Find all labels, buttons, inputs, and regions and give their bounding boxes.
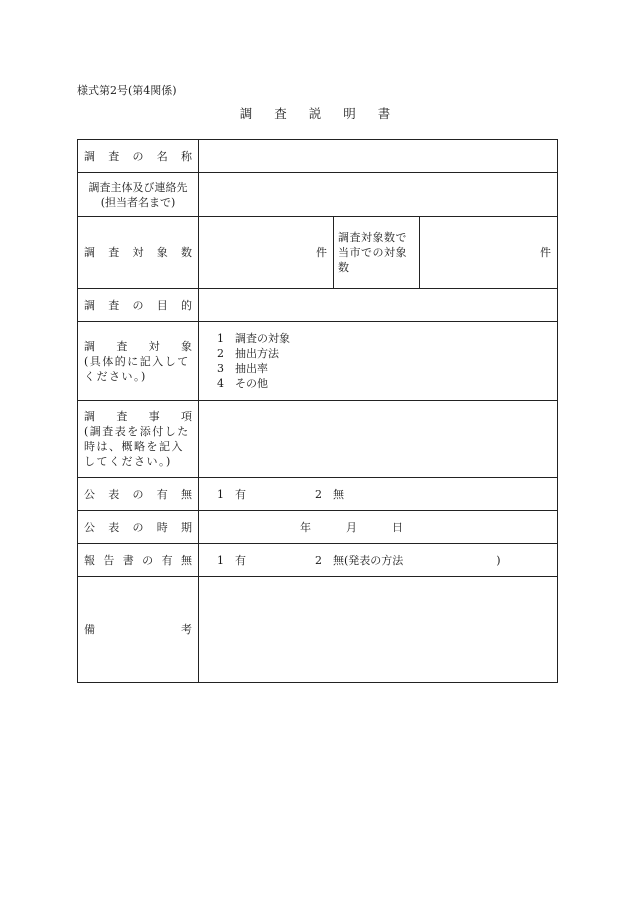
- row-purpose: [78, 289, 558, 322]
- report-option-yes[interactable]: 1 有: [217, 553, 246, 567]
- label-organizer: [78, 173, 199, 217]
- dist-label: [84, 409, 192, 424]
- label-char: 対: [148, 339, 160, 353]
- row-publish: [78, 478, 558, 511]
- field-survey-name[interactable]: [199, 140, 558, 173]
- field-remarks[interactable]: [199, 577, 558, 683]
- label-char: 的: [181, 298, 192, 312]
- timing-day: 日: [392, 520, 403, 534]
- label-char: 名: [156, 149, 168, 163]
- field-matters[interactable]: [199, 401, 558, 478]
- dist-label: [84, 339, 192, 354]
- label-char: 無: [180, 553, 192, 567]
- label-char: 象: [156, 246, 168, 259]
- publish-option-no[interactable]: 2 無: [315, 487, 344, 501]
- label-char: 項: [180, 410, 192, 423]
- timing-year: 年: [300, 520, 311, 534]
- label-matters: [78, 401, 199, 478]
- label-char: 査: [116, 339, 128, 353]
- label-remarks: [78, 577, 199, 683]
- label-organizer-line2: (担当者名まで): [100, 195, 176, 209]
- form-number: 様式第2号(第4関係): [77, 84, 177, 97]
- row-organizer: [78, 173, 558, 217]
- row-target: [78, 322, 558, 401]
- label-char: 調: [84, 410, 95, 423]
- label-char: 目: [156, 298, 168, 312]
- label-char: 期: [181, 520, 192, 534]
- label-char: 報: [84, 553, 95, 567]
- label-char: 考: [181, 623, 192, 636]
- target-item: 4 その他: [217, 377, 268, 390]
- label-report: [78, 544, 199, 577]
- row-target-count: [78, 217, 558, 289]
- label-char: 対: [132, 246, 144, 259]
- row-timing: [78, 511, 558, 544]
- label-char: 調: [84, 339, 95, 353]
- label-char: 査: [116, 410, 128, 423]
- row-report: [78, 544, 558, 577]
- label-organizer-line1: 調査主体及び連絡先: [88, 180, 188, 194]
- label-char: の: [132, 487, 144, 501]
- target-note: (具体的に記入してください。): [84, 354, 190, 383]
- target-item: 3 抽出率: [217, 362, 268, 375]
- unit-ken: 件: [316, 246, 327, 259]
- label-char: 書: [122, 553, 134, 567]
- row-matters: [78, 401, 558, 478]
- label-char: 有: [161, 553, 173, 567]
- field-publish[interactable]: [199, 478, 558, 511]
- field-report[interactable]: [199, 544, 558, 577]
- field-purpose[interactable]: [199, 289, 558, 322]
- dist-label: [84, 520, 192, 535]
- dist-label: [84, 245, 192, 260]
- label-char: 象: [180, 339, 192, 353]
- label-char: 備: [84, 623, 95, 636]
- label-timing: [78, 511, 199, 544]
- label-char: 公: [84, 487, 95, 501]
- label-char: の: [132, 149, 144, 163]
- label-target-count: [78, 217, 199, 289]
- label-char: の: [132, 298, 144, 312]
- label-char: 表: [108, 487, 120, 501]
- label-char: 数: [181, 246, 192, 259]
- survey-form-table: [77, 139, 558, 683]
- dist-label: [84, 487, 192, 502]
- label-survey-name: [78, 140, 199, 173]
- label-char: 公: [84, 520, 95, 534]
- label-char: 時: [156, 520, 168, 534]
- label-char: の: [142, 553, 154, 567]
- target-item: 1 調査の対象: [217, 332, 290, 345]
- label-char: 調: [84, 298, 95, 312]
- label-local-count-text: 調査対象数で当市での対象数: [338, 231, 407, 274]
- dist-label: [84, 298, 192, 313]
- label-char: 調: [84, 149, 95, 163]
- report-close-paren: ): [496, 553, 501, 567]
- label-char: 有: [156, 487, 168, 501]
- label-char: 査: [108, 246, 120, 259]
- label-char: 調: [84, 246, 95, 259]
- dist-label: [84, 622, 192, 637]
- row-remarks: [78, 577, 558, 683]
- label-publish: [78, 478, 199, 511]
- label-char: 無: [181, 487, 192, 501]
- unit-ken-local: 件: [540, 246, 552, 259]
- matters-note: (調査表を添付した時は、概略を記入してください。): [84, 425, 190, 468]
- label-target: [78, 322, 199, 401]
- field-timing[interactable]: [199, 511, 558, 544]
- label-char: 査: [108, 149, 120, 163]
- label-char: 表: [108, 520, 120, 534]
- label-char: 査: [108, 298, 120, 312]
- field-local-count[interactable]: [420, 217, 558, 289]
- publish-option-yes[interactable]: 1 有: [217, 487, 246, 501]
- report-option-no[interactable]: 2 無(発表の方法: [315, 553, 404, 567]
- label-purpose: [78, 289, 199, 322]
- field-target[interactable]: [199, 322, 558, 401]
- timing-month: 月: [346, 520, 357, 534]
- label-char: 告: [103, 553, 115, 567]
- field-organizer[interactable]: [199, 173, 558, 217]
- row-survey-name: [78, 140, 558, 173]
- label-char: の: [132, 520, 144, 534]
- label-char: 事: [148, 410, 160, 423]
- document-title: 調査説明書: [239, 106, 413, 121]
- field-target-count[interactable]: [199, 217, 334, 289]
- label-local-count: [334, 217, 420, 289]
- target-item: 2 抽出方法: [217, 347, 279, 360]
- dist-label: [84, 553, 192, 568]
- label-char: 称: [181, 149, 192, 163]
- dist-label: [84, 149, 192, 164]
